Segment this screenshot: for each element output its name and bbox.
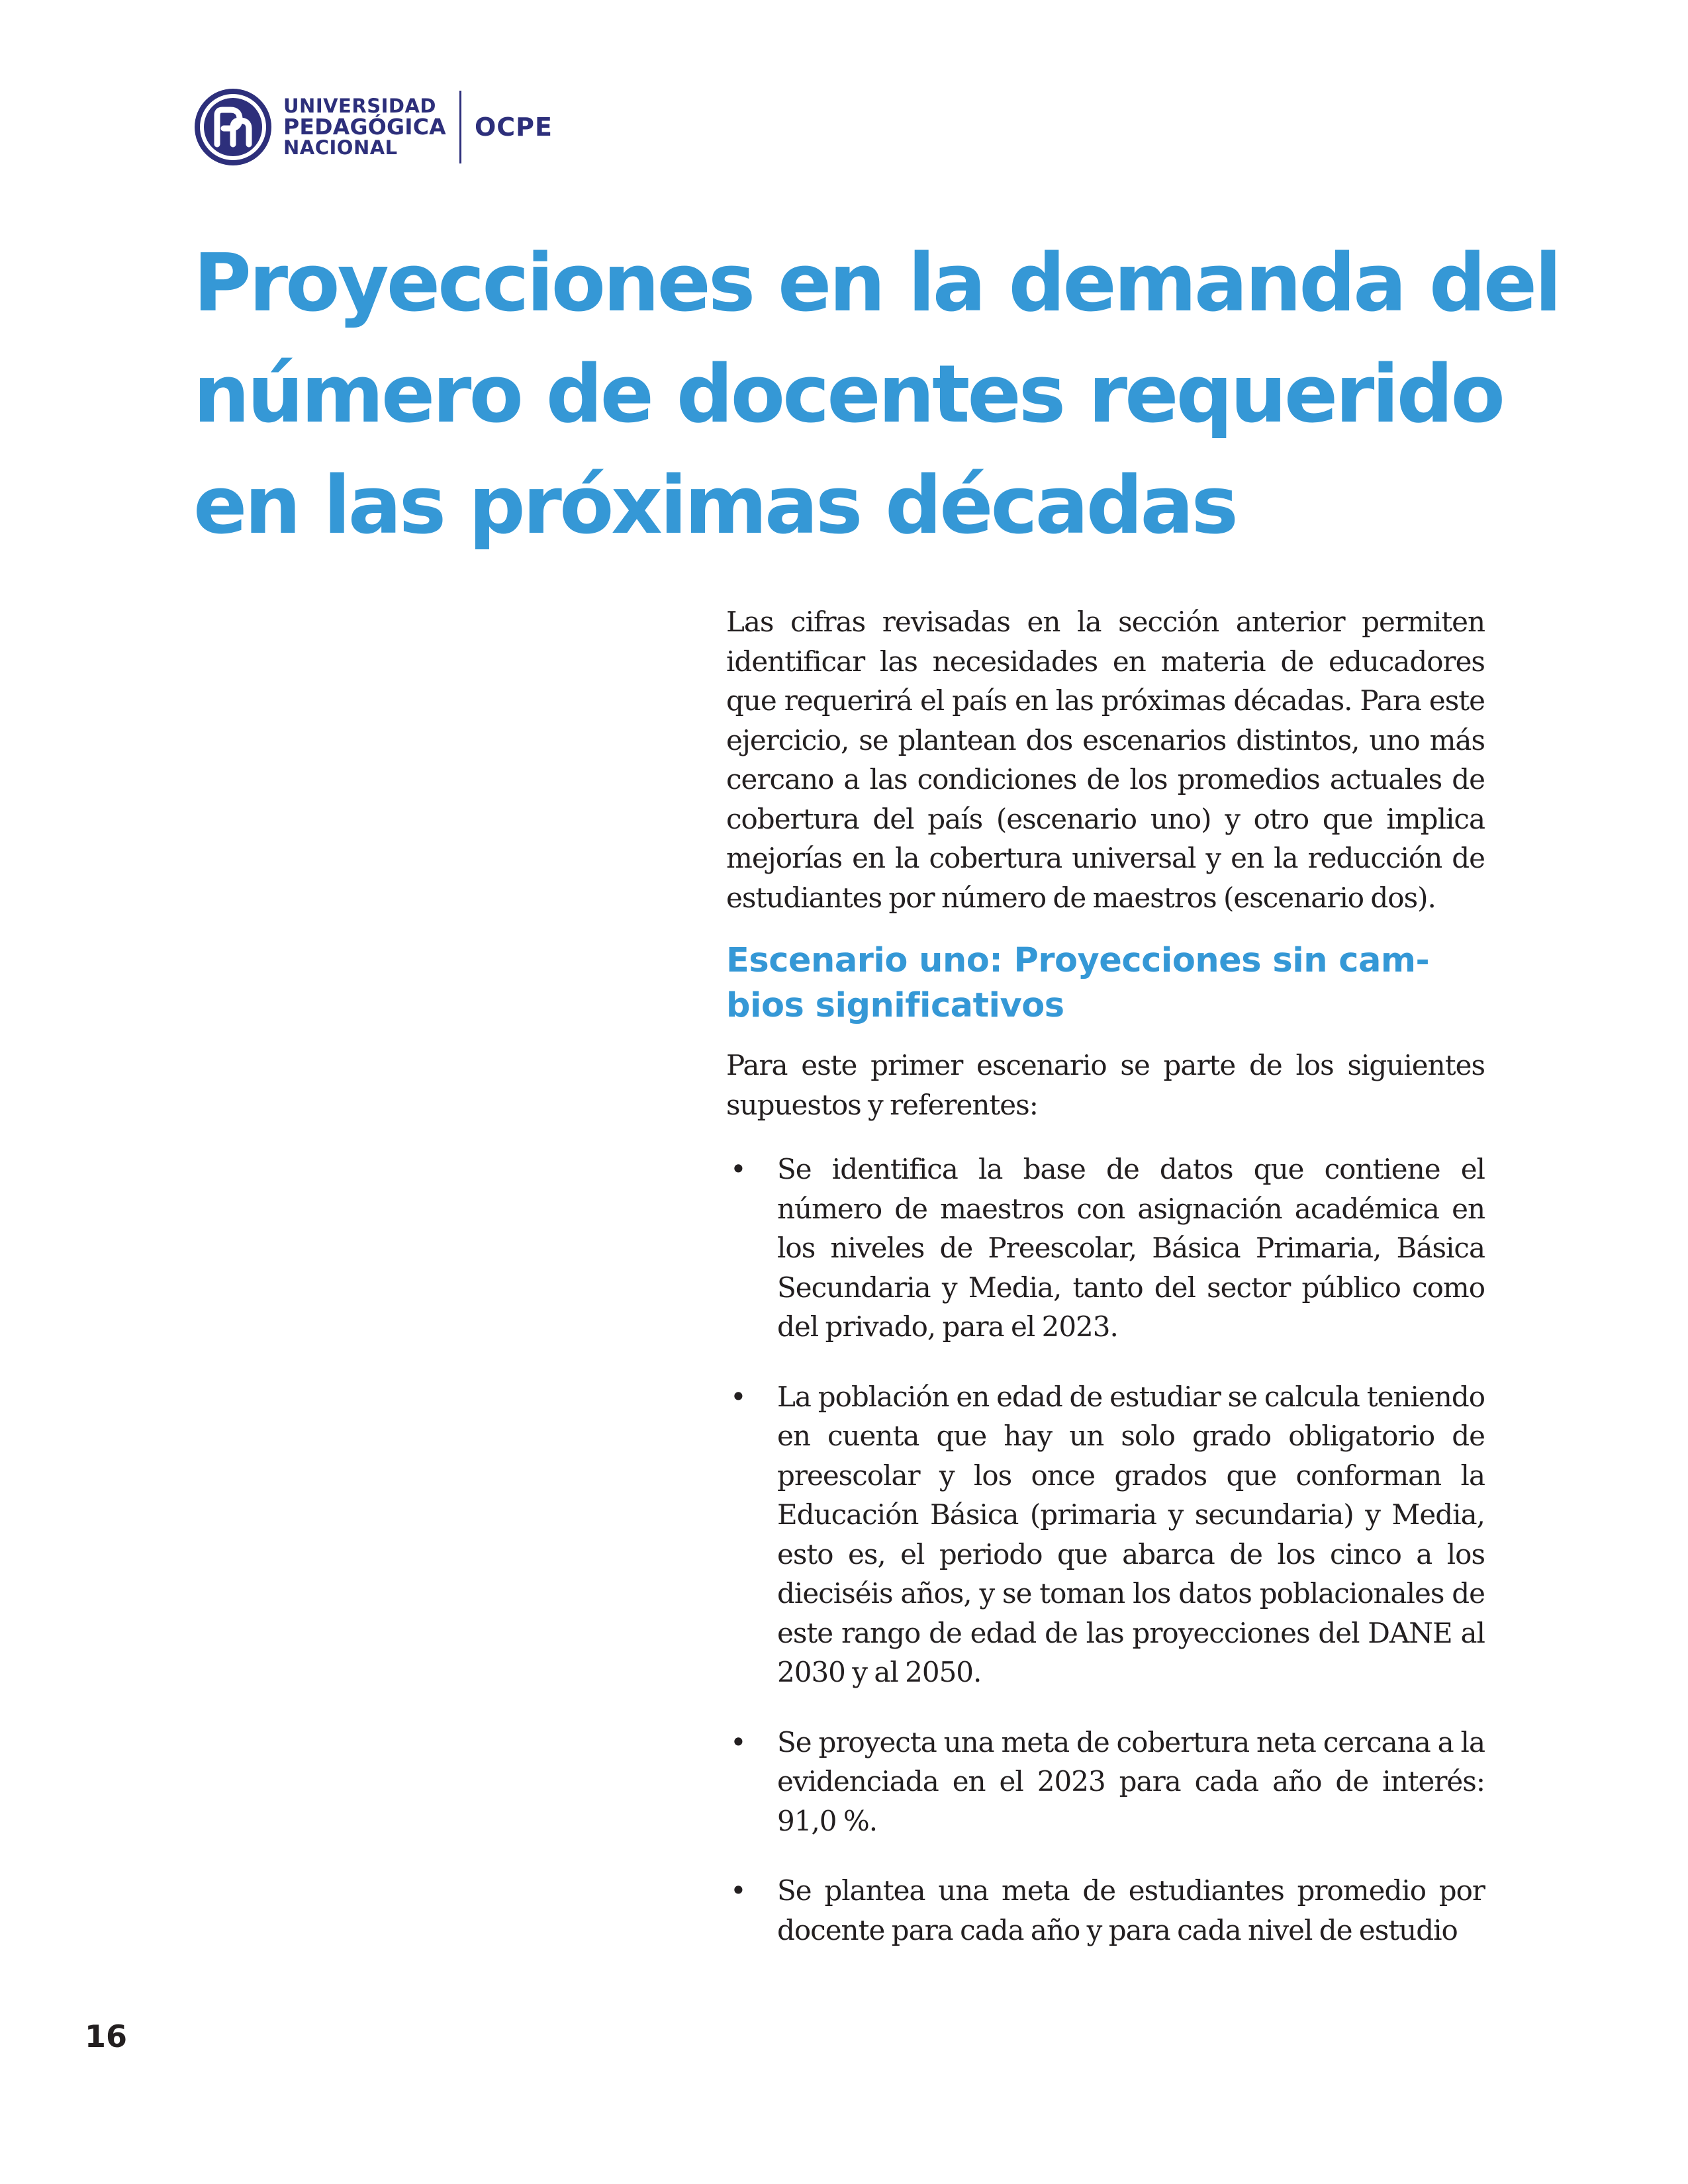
logo-line-pedagogica: PEDAGÓGICA bbox=[283, 114, 446, 140]
section-heading bbox=[726, 938, 1485, 1028]
page-title-line-2: número de docentes requerido bbox=[193, 349, 1503, 441]
page-title bbox=[193, 228, 1560, 562]
list-item-text: La población en edad de estudiar se calcula teniendo en cuenta que hay un solo grado obligatorio de preescolar y los once grados que conforman la Educación Básica (primaria y secundaria) y Media, esto es, el periodo que abarca de los cinco a los dieciséis años, y se toman los datos poblacionales de este rango de edad de las proyecciones del DANE al 2030 y al 2050. bbox=[777, 1380, 1485, 1688]
bullet-icon: • bbox=[730, 1380, 747, 1413]
logo-wordmark bbox=[283, 94, 446, 159]
bullet-icon: • bbox=[730, 1874, 747, 1907]
logo-unit: OCPE bbox=[474, 113, 553, 142]
bullet-icon: • bbox=[730, 1725, 747, 1758]
lead-paragraph: Para este primer escenario se parte de los siguientes supuestos y referentes: bbox=[726, 1049, 1485, 1121]
section-heading-line-1: Escenario uno: Proyecciones sin cam- bbox=[726, 941, 1430, 980]
logo-line-nacional: NACIONAL bbox=[283, 136, 398, 159]
page-title-line-3: en las próximas décadas bbox=[193, 460, 1236, 552]
header bbox=[192, 85, 553, 169]
main-content bbox=[726, 602, 1485, 1980]
list-item-text: Se plantea una meta de estudiantes promedio por docente para cada año y para cada nivel de estudio bbox=[777, 1874, 1485, 1946]
logo-line-universidad: UNIVERSIDAD bbox=[283, 94, 436, 117]
list-item-text: Se proyecta una meta de cobertura neta cercana a la evidenciada en el 2023 para cada año de interés: 91,0 %. bbox=[777, 1725, 1485, 1837]
page-number: 16 bbox=[85, 2019, 128, 2054]
section-heading-line-2: bios significativos bbox=[726, 986, 1064, 1025]
list-item bbox=[726, 1150, 1485, 1347]
assumptions-list bbox=[726, 1150, 1485, 1950]
list-item bbox=[726, 1723, 1485, 1841]
list-item bbox=[726, 1377, 1485, 1692]
list-item-text: Se identifica la base de datos que contiene el número de maestros con asignación académica en los niveles de Preescolar, Básica Primaria, Básica Secundaria y Media, tanto del sector público como del privado, para el 2023. bbox=[777, 1153, 1485, 1343]
bullet-icon: • bbox=[730, 1153, 747, 1185]
intro-paragraph: Las cifras revisadas en la sección anterior permiten identificar las necesidades en materia de educadores que requerirá el país en las próximas décadas. Para este ejercicio, se plantean dos escenarios distintos, uno más cercano a las condiciones de los promedios actuales de cobertura del país (escenario uno) y otro que implica mejorías en la cobertura universal y en la reducción de estudiantes por número de maestros (escenario dos). bbox=[726, 606, 1485, 914]
page-title-line-1: Proyecciones en la demanda del bbox=[193, 238, 1560, 330]
university-logo-icon bbox=[192, 86, 274, 168]
list-item bbox=[726, 1871, 1485, 1950]
logo-divider bbox=[459, 91, 461, 163]
